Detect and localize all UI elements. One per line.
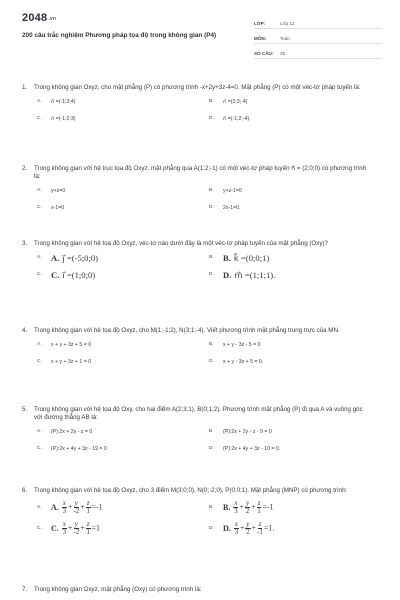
denominator: 3 [234,528,239,537]
numerator: x [62,499,66,508]
fraction [245,500,250,515]
fraction [73,500,79,515]
option-d[interactable] [209,114,381,123]
fraction [245,521,250,536]
denominator: 3 [62,507,67,516]
option-bold-letter: B. [223,502,231,512]
denominator: 2 [245,507,250,516]
option-letter: C. [37,358,42,364]
option-value: n⃗ =(-1;2;-4). [223,115,251,122]
option-value: i⃗ =(1;0;0) [62,269,96,280]
denominator: 2 [246,528,250,537]
option-letter: A. [37,504,42,510]
option-letter: C. [37,271,42,277]
question-text: Trong không gian Oxyz, cho mặt phẳng (P) có phương trình -x+2y+3z-4=0. Mặt phẳng (P) có một véc-tơ pháp tuyến là: [34,84,361,91]
question-3 [22,240,382,279]
option-letter: B. [209,98,214,104]
option-c[interactable] [37,521,209,536]
denominator: 1 [86,528,90,537]
denominator: 1 [86,507,90,516]
equation-tail: =-1 [262,502,274,512]
option-value: k⃗ =(0;0;1) [233,252,270,263]
numerator: y [245,499,250,508]
option-d[interactable] [209,270,381,279]
option-c[interactable] [37,114,209,123]
question-number: 6. [22,487,28,494]
option-c[interactable] [37,204,209,213]
option-value: y+z-1=0 [223,187,242,194]
option-value: n⃗ =(-1;3;4) [51,98,76,105]
numerator: z [257,499,261,508]
option-letter: C. [37,445,42,451]
option-letter: D. [209,525,214,531]
option-bold-letter: A. [51,502,59,512]
numerator: y [246,520,250,529]
question-number: 4. [22,327,28,334]
numerator: y [74,499,78,508]
option-letter: B. [209,187,214,193]
question-7 [22,586,382,594]
fraction [234,521,239,536]
option-letter: A. [37,341,42,347]
option-b[interactable] [209,187,381,196]
option-value: (P):2x + 2y - z - 9 = 0 [223,428,272,435]
options [22,187,382,213]
option-letter: D. [209,204,214,210]
options [22,500,382,536]
numerator: z [86,499,90,508]
fraction [257,500,262,515]
option-d[interactable] [209,521,381,536]
document-title: 200 câu trắc nghiệm Phương pháp tọa độ trong không gian (P4) [22,32,217,39]
question-number: 1. [22,84,28,91]
option-value: 2x-1=0. [223,204,241,211]
option-letter: A. [37,428,42,434]
numerator: z [258,520,262,529]
option-value: n⃗ =(2;3;-4) [223,98,248,105]
fraction [62,521,67,536]
meta-key: LỚP: [254,21,266,26]
option-value: (P):2x + 2y - z = 0 [51,428,93,435]
option-value: x + y + 3z + 1 = 0 [51,358,92,365]
question-text: Trong không gian với hệ trục tọa độ Oxyz, mặt phẳng qua A(1;2;-1) có một véc-tơ pháp tuyến n⃗ = (2;0;0) có phương trình là: [34,165,367,181]
option-letter: B. [209,254,214,260]
denominator: 3 [234,507,238,516]
option-value: m⃗ =(1;1;1). [234,269,276,280]
equation-tail: =-1 [91,502,103,512]
question-text: Trong không gian với hệ tọa độ Oxyz, cho M(1;-1;2), N(3;1;-4). Viết phương trình mặt phẳng trung trực của MN. [34,327,340,334]
numerator: y [74,520,78,529]
option-a[interactable] [37,253,209,262]
meta-value: Lớp 12 [280,21,295,26]
option-d[interactable] [209,445,381,454]
question-5 [22,406,382,454]
option-value: x + y - 3z + 5 = 0. [223,358,264,365]
options [22,253,382,279]
numerator: x [234,499,238,508]
option-c[interactable] [37,270,209,279]
equation: A. $\frac{x}{3}$ + $\frac{y}{-2}$ + $\frac{z}{1}$ =-1 [51,499,103,516]
question-text: Trong không gian với hệ tọa độ Oxyz, véc-tơ nào dưới đây là một véc-tơ pháp tuyến của mặt phẳng (Oxy)? [34,240,328,247]
equation: C. $\frac{x}{3}$ + $\frac{y}{-2}$ + $\frac{z}{1}$ =1 [51,520,101,537]
question-text: Trong không gian với hệ tọa độ Oxy, cho hai điểm A(2;3;1), B(0;1;2). Phương trình mặt phẳng (P) đi qua A và vuông góc với đường thẳng AB là: [34,406,363,422]
option-value: (P):2x + 4y + 3z - 19 = 0 [51,445,107,452]
fraction [62,500,67,515]
question-number: 7. [22,586,28,593]
denominator: 1 [257,507,261,516]
option-letter: D. [209,358,214,364]
option-letter: B. [209,504,214,510]
options [22,97,382,123]
meta-value: 25 [280,51,286,56]
meta-value: Toán [280,36,290,41]
option-letter: A. [37,187,42,193]
option-b[interactable] [209,340,381,349]
numerator: x [62,520,66,529]
option-b[interactable] [209,428,381,437]
denominator: -2 [73,507,80,516]
option-d[interactable] [209,357,381,366]
option-value: j⃗ =(-5;0;0) [62,252,98,263]
option-letter: C. [37,204,42,210]
option-b[interactable] [209,500,381,515]
numerator: z [86,520,90,529]
option-value: x + y + 3z + 5 = 0 [51,341,92,348]
fraction [86,521,91,536]
option-bold-letter: B. [223,252,231,263]
option-bold-letter: D. [223,269,232,280]
meta-key: MÔN: [254,36,267,41]
option-bold-letter: C. [51,523,59,533]
equation: D. $\frac{x}{3}$ + $\frac{y}{2}$ + $\frac{z}{-1}$ =1. [223,520,275,537]
option-value: (P):2x + 4y + 3z - 10 = 0. [223,445,281,452]
option-letter: D. [209,445,214,451]
equation-tail: =1. [263,523,275,533]
option-c[interactable] [37,357,209,366]
option-bold-letter: D. [223,523,231,533]
option-letter: C. [37,115,42,121]
question-1 [22,84,382,123]
option-a[interactable] [37,97,209,106]
numerator: x [234,520,238,529]
option-letter: B. [209,428,214,434]
option-bold-letter: C. [51,269,60,280]
options [22,428,382,454]
fraction [86,500,91,515]
option-value: x + y - 3z - 5 = 0 [223,341,261,348]
fraction [257,521,263,536]
document-header [0,0,400,70]
denominator: -1 [257,528,263,537]
option-value: y+z=0 [51,187,66,194]
question-6 [22,487,382,536]
question-text: Trong không gian Oxyz, mặt phẳng (Oxy) có phương trình là: [34,586,202,593]
question-4 [22,327,382,366]
option-a[interactable] [37,187,209,196]
option-letter: D. [209,271,214,277]
option-b[interactable] [209,253,381,262]
option-letter: D. [209,115,214,121]
option-value: n⃗ =(-1;2;3) [51,115,76,122]
fraction [73,521,79,536]
options [22,340,382,366]
logo-text: 2048 [22,12,48,24]
logo-suffix: .vn [48,16,57,22]
option-a[interactable] [37,428,209,437]
meta-table [254,14,382,59]
meta-row-count [254,44,382,59]
option-a[interactable] [37,340,209,349]
option-letter: A. [37,98,42,104]
option-a[interactable] [37,500,209,515]
question-number: 3. [22,240,28,247]
option-bold-letter: A. [51,252,60,263]
site-logo[interactable] [22,12,56,24]
option-d[interactable] [209,204,381,213]
option-letter: C. [37,525,42,531]
question-number: 5. [22,406,28,413]
question-2 [22,165,382,213]
fraction [233,500,238,515]
equation-tail: =1 [91,523,101,533]
option-letter: A. [37,254,42,260]
meta-row-subject [254,29,382,44]
meta-row-class [254,14,382,29]
question-number: 2. [22,165,28,172]
option-c[interactable] [37,445,209,454]
equation: B. $\frac{x}{3}$ + $\frac{y}{2}$ + $\frac{z}{1}$ =-1 [223,499,274,516]
question-text: Trong không gian với hệ tọa độ Oxyz, cho 3 điểm M(3;0;0), N(0;-2;0), P(0;0;1). Mặt phẳng (MNP) có phương trình: [34,487,348,494]
meta-key: SỐ CÂU: [254,51,274,56]
option-value: x-1=0 [51,204,65,211]
denominator: -2 [73,528,80,537]
option-letter: B. [209,341,214,347]
option-b[interactable] [209,97,381,106]
denominator: 3 [62,528,67,537]
